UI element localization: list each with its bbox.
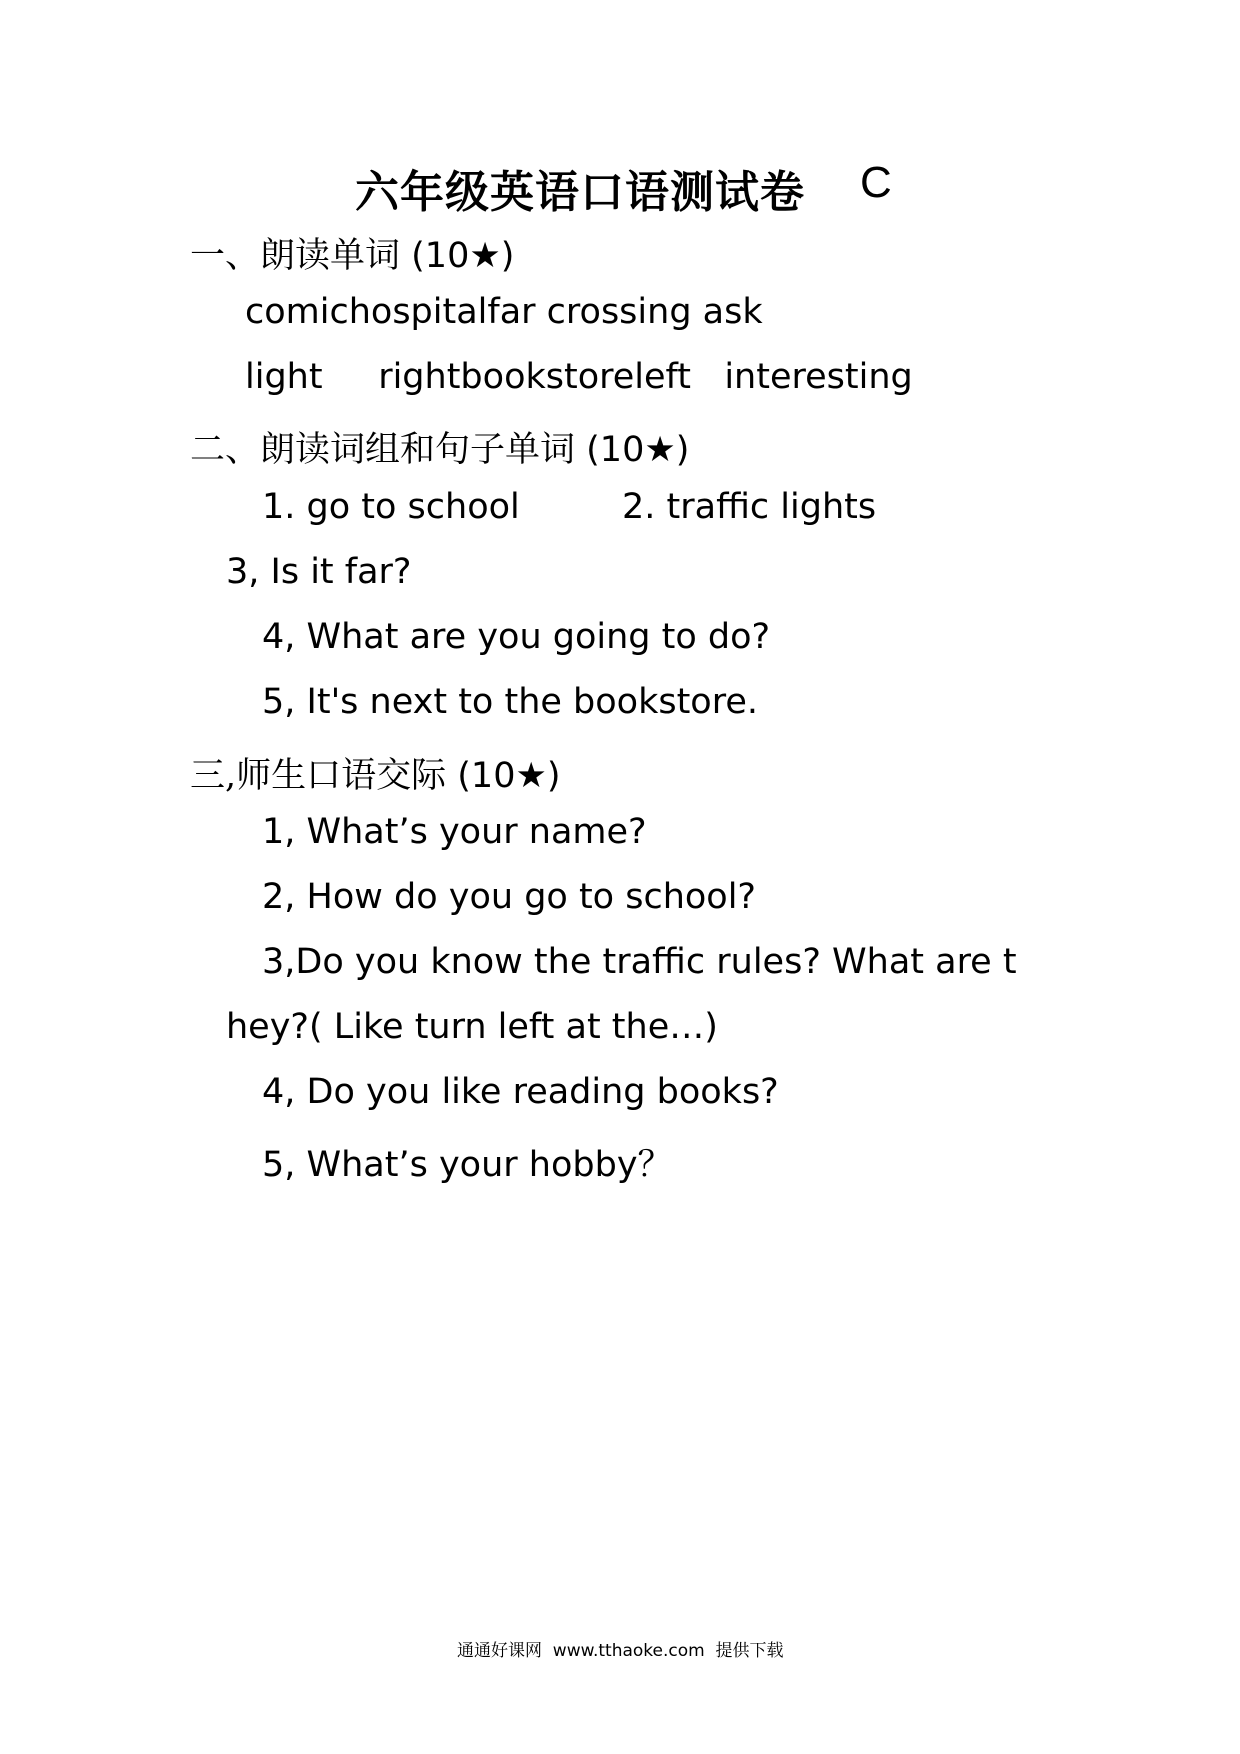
section-3-line-6: 5, What’s your hobby？ — [262, 1145, 673, 1185]
section-1-points: (10★) — [411, 236, 515, 276]
section-2-line-5: 5, It's next to the bookstore. — [262, 682, 758, 722]
section-3-line-5: 4, Do you like reading books? — [262, 1072, 779, 1112]
section-3-points: (10★) — [457, 756, 561, 796]
footer-text: 通通好课网 www.tthaoke.com 提供下载 — [457, 1641, 784, 1661]
section-3-title: 三,师生口语交际 — [190, 756, 447, 796]
section-3-line-4: hey?( Like turn left at the…) — [226, 1007, 718, 1047]
section-3-line-2: 2, How do you go to school? — [262, 877, 756, 917]
section-2-line-2: 2. traffic lights — [622, 487, 877, 527]
section-1-line-1: comichospitalfar crossing ask — [245, 292, 763, 332]
section-3-line-3: 3,Do you know the traffic rules? What are t — [262, 942, 1017, 982]
section-2-title: 二、朗读词组和句子单词 — [190, 430, 576, 470]
section-2-line-1: 1. go to school — [262, 487, 520, 527]
title-letter: C — [860, 158, 892, 207]
section-1-heading — [190, 228, 514, 278]
section-2-line-3: 3, Is it far? — [226, 552, 412, 592]
page-title: 六年级英语口语测试卷 — [355, 167, 805, 218]
section-1-line-2: light rightbookstoreleft interesting — [245, 357, 913, 397]
section-2-heading — [190, 422, 689, 472]
section-2-points: (10★) — [586, 430, 690, 470]
section-3-heading — [190, 748, 561, 798]
section-1-title: 一、朗读单词 — [190, 236, 401, 276]
section-3-line-1: 1, What’s your name? — [262, 812, 647, 852]
section-2-line-4: 4, What are you going to do? — [262, 617, 771, 657]
